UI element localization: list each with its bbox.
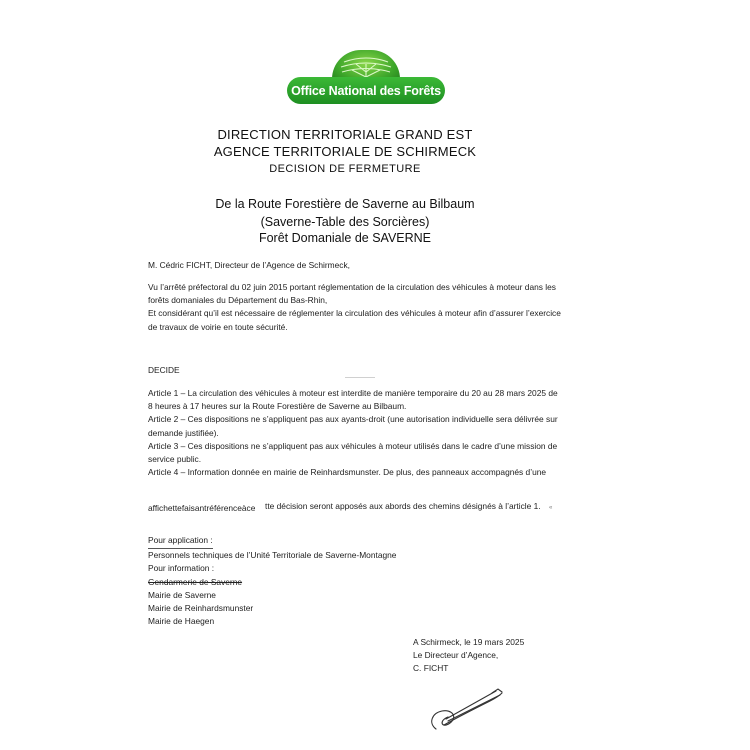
- article-line: Article 1 – La circulation des véhicules à moteur est interdite de manière temporaire du 20 au 28 mars 2025 de: [148, 388, 558, 398]
- considerations: [148, 281, 578, 334]
- information-item: Mairie de Saverne: [148, 589, 216, 600]
- subject-section: (Saverne-Table des Sorcières): [260, 215, 430, 229]
- consideration-line: forêts domaniales du Département du Bas-Rhin,: [148, 295, 328, 306]
- signatory-role: Le Directeur d’Agence,: [413, 650, 499, 661]
- articles: [148, 387, 578, 479]
- article4-continuation-text: tte décision seront apposés aux abords des chemins désignés à l’article 1.: [265, 501, 541, 511]
- distribution: [148, 534, 578, 628]
- consideration-line: de travaux de voirie en toute sécurité.: [148, 321, 288, 332]
- onf-logo: [287, 50, 445, 104]
- article4-continuation-right: [265, 500, 565, 515]
- article-line: demande justifiée).: [148, 427, 219, 438]
- annotation-mark: «: [548, 505, 553, 511]
- place-date: A Schirmeck, le 19 mars 2025: [413, 637, 525, 647]
- subject-forest: Forêt Domaniale de SAVERNE: [258, 231, 432, 245]
- logo-text: Office National des Forêts: [291, 83, 441, 98]
- signoff: [413, 636, 613, 676]
- divider: [345, 377, 375, 378]
- article-line: Article 4 – Information donnée en mairie de Reinhardsmunster. De plus, des panneaux accompagnés d’une: [148, 467, 547, 478]
- decide-heading: DECIDE: [148, 365, 180, 375]
- signatory-name: C. FICHT: [413, 663, 449, 674]
- consideration-line: Vu l’arrêté préfectoral du 02 juin 2015 portant réglementation de la circulation des véhicules à moteur dans les: [148, 282, 556, 292]
- header-direction: DIRECTION TERRITORIALE GRAND EST: [217, 127, 473, 142]
- information-item: Mairie de Reinhardsmunster: [148, 603, 254, 614]
- application-item: Personnels techniques de l’Unité Territoriale de Saverne-Montagne: [148, 550, 397, 561]
- information-label: Pour information :: [148, 563, 215, 574]
- logo-wordmark: [287, 77, 445, 104]
- article-line: 8 heures à 17 heures sur la Route Forestière de Saverne au Bilbaum.: [148, 401, 407, 412]
- subject-route: De la Route Forestière de Saverne au Bilbaum: [215, 197, 475, 211]
- information-item-gendarmerie: Gendarmerie de Saverne: [148, 576, 243, 587]
- article-line: Article 3 – Ces dispositions ne s’appliquent pas aux véhicules à moteur utilisés dans le cadre d’une mission de: [148, 440, 558, 451]
- handwritten-signature: [418, 683, 518, 733]
- document-title: DECISION DE FERMETURE: [269, 163, 421, 175]
- application-label: Pour application :: [148, 534, 213, 549]
- information-item: Mairie de Haegen: [148, 616, 215, 627]
- article-line: Article 2 – Ces dispositions ne s’appliquent pas aux ayants-droit (une autorisation individuelle sera délivrée sur: [148, 414, 558, 425]
- article-line: service public.: [148, 454, 202, 465]
- article4-continuation-left: affichettefaisantréférenceàce: [148, 503, 256, 513]
- consideration-line: Et considérant qu’il est nécessaire de réglementer la circulation des véhicules à moteur afin d’assurer l’exercice: [148, 308, 561, 319]
- author-line: M. Cédric FICHT, Directeur de l’Agence de Schirmeck,: [148, 260, 350, 270]
- header-agency: AGENCE TERRITORIALE DE SCHIRMECK: [213, 144, 477, 159]
